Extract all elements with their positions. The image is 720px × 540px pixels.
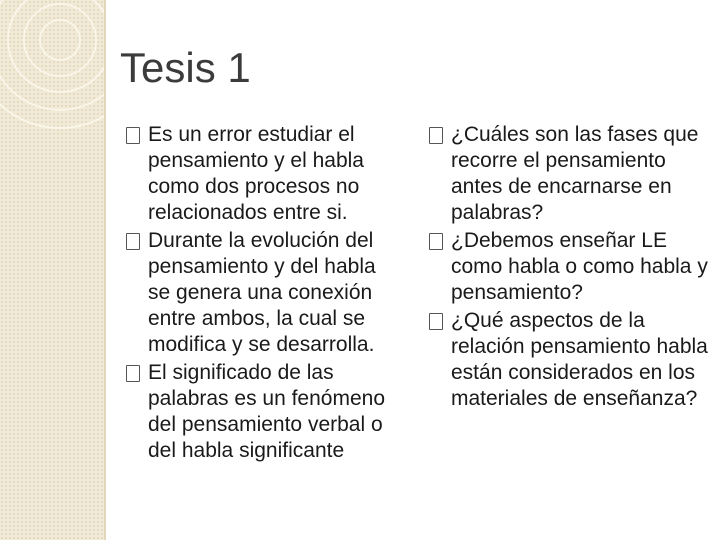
square-bullet-icon — [126, 365, 140, 382]
square-bullet-icon — [126, 233, 140, 250]
bullet-text: Durante la evolución del pensamiento y del habla se genera una conexión entre ambos, la cual se modifica y se desarrolla. — [148, 229, 376, 356]
square-bullet-icon — [126, 127, 140, 144]
list-item — [429, 228, 713, 306]
decorative-side-band — [0, 0, 104, 540]
slide-title: Tesis 1 — [120, 44, 251, 91]
list-item — [429, 122, 713, 226]
bullet-text: El significado de las palabras es un fenómeno del pensamiento verbal o del habla significante — [148, 361, 385, 462]
list-item — [126, 228, 394, 358]
right-bullet-list — [429, 122, 713, 414]
swirl-decoration-icon — [0, 0, 104, 540]
bullet-text: Es un error estudiar el pensamiento y el habla como dos procesos no relacionados entre si. — [148, 123, 364, 224]
side-band-edge — [104, 0, 106, 540]
list-item — [429, 308, 713, 412]
square-bullet-icon — [429, 313, 443, 330]
bullet-text: ¿Debemos enseñar LE como habla o como habla y pensamiento? — [451, 229, 708, 304]
square-bullet-icon — [429, 127, 443, 144]
square-bullet-icon — [429, 233, 443, 250]
bullet-text: ¿Qué aspectos de la relación pensamiento habla están considerados en los materiales de enseñanza? — [451, 309, 708, 410]
list-item — [126, 360, 394, 464]
left-bullet-list — [126, 122, 394, 466]
list-item — [126, 122, 394, 226]
bullet-text: ¿Cuáles son las fases que recorre el pensamiento antes de encarnarse en palabras? — [451, 123, 699, 224]
